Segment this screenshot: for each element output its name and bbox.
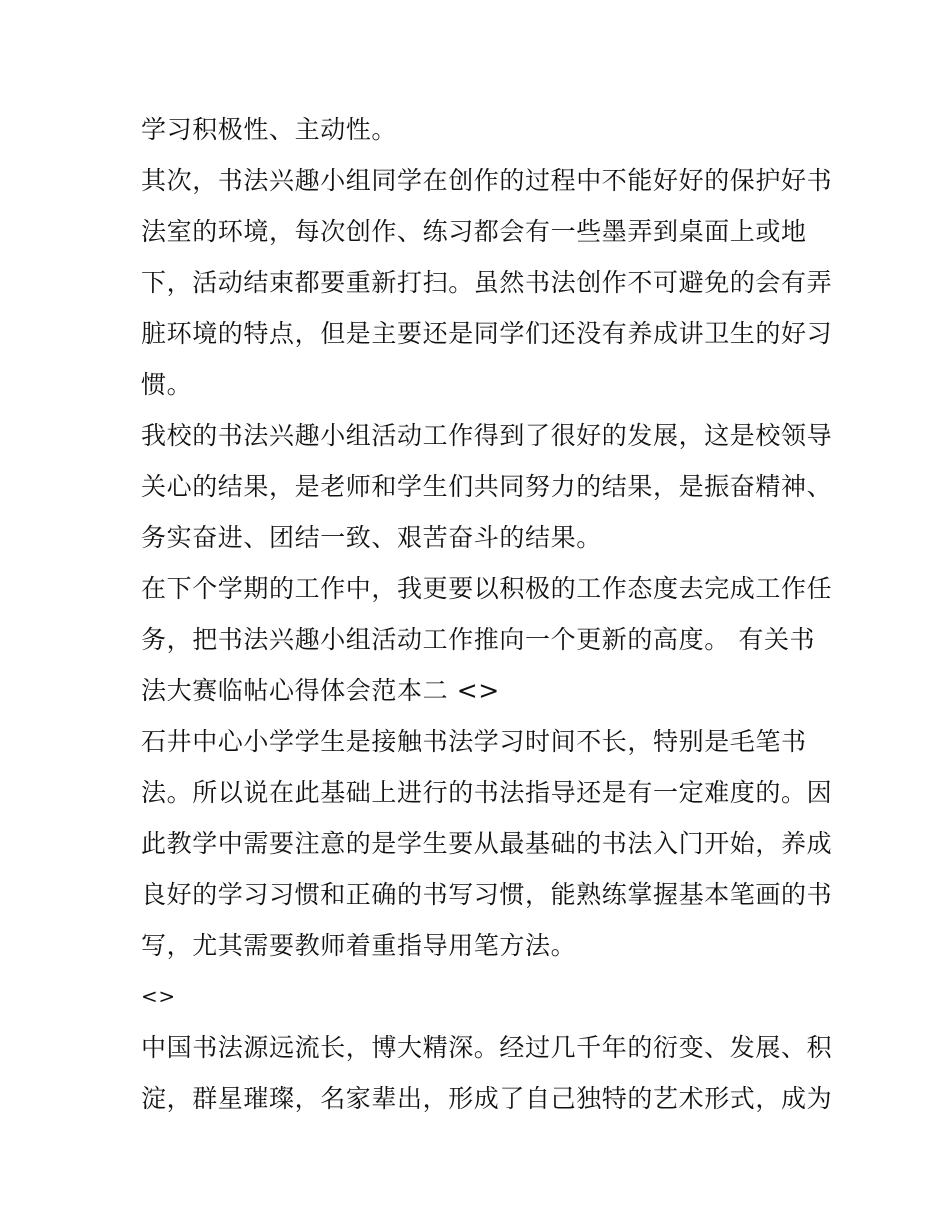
text-line: 关心的结果，是老师和学生们共同努力的结果，是振奋精神、: [141, 472, 833, 501]
text-line: 在下个学期的工作中，我更要以积极的工作态度去完成工作任: [141, 574, 833, 603]
text-line: 脏环境的特点，但是主要还是同学们还没有养成讲卫生的好习: [141, 319, 833, 348]
text-line: 石井中心小学学生是接触书法学习时间不长，特别是毛笔书: [141, 727, 807, 756]
text-line: 务实奋进、团结一致、艰苦奋斗的结果。: [141, 523, 602, 552]
text-line: 我校的书法兴趣小组活动工作得到了很好的发展，这是校领导: [141, 421, 833, 450]
text-line: 法大赛临帖心得体会范本二 <>: [141, 676, 500, 705]
text-line: 良好的学习习惯和正确的书写习惯，能熟练掌握基本笔画的书: [141, 880, 833, 909]
text-line: 务，把书法兴趣小组活动工作推向一个更新的高度。 有关书: [141, 625, 816, 654]
text-line: <>: [141, 984, 176, 1008]
text-line: 下，活动结束都要重新打扫。虽然书法创作不可避免的会有弄: [141, 268, 833, 297]
text-line: 法室的环境，每次创作、练习都会有一些墨弄到桌面上或地: [141, 217, 807, 246]
text-line: 惯。: [141, 370, 193, 399]
text-line: 写，尤其需要教师着重指导用笔方法。: [141, 931, 577, 960]
text-line: 此教学中需要注意的是学生要从最基础的书法入门开始，养成: [141, 829, 833, 858]
text-line: 淀，群星璀璨，名家辈出，形成了自己独特的艺术形式，成为: [141, 1084, 833, 1113]
text-line: 法。所以说在此基础上进行的书法指导还是有一定难度的。因: [141, 778, 833, 807]
document-body: [141, 104, 831, 1124]
text-line: 中国书法源远流长，博大精深。经过几千年的衍变、发展、积: [141, 1033, 833, 1062]
text-line: 学习积极性、主动性。: [141, 115, 398, 144]
text-line: 其次，书法兴趣小组同学在创作的过程中不能好好的保护好书: [141, 166, 833, 195]
